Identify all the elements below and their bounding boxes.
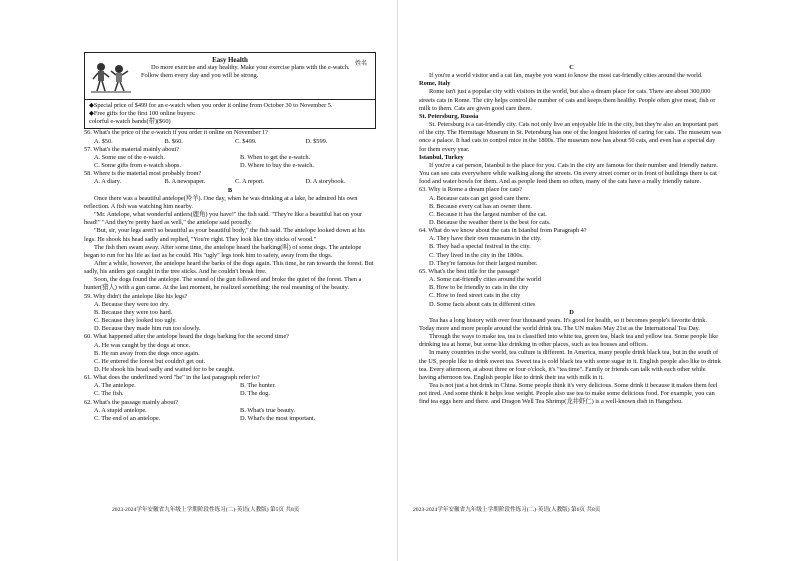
offer-box [84, 100, 376, 129]
left-column [84, 52, 376, 423]
option: B. The hunter. [240, 382, 276, 390]
section-heading: C [569, 64, 574, 71]
question-stem: 64. What do we know about the cats in Istanbul from Paragraph 4? [419, 227, 587, 235]
option: C. Some gifts from e-watch shops. [94, 162, 181, 170]
option: C. $499. [235, 137, 257, 145]
option: C. He entered the forest but couldn't get out. [94, 357, 206, 365]
question-stem: 58. Where is the material most probably from? [84, 170, 202, 178]
option: C. A report. [235, 178, 265, 186]
option: B. Because they were too hard. [94, 308, 173, 316]
option: A. Some cat-friendly cities around the world [429, 276, 541, 284]
option: D. Because they made him run too slowly. [94, 325, 201, 333]
option: A. They have their own museums in the city. [429, 235, 542, 243]
offer-line: ◆Special price of $499 for an e-watch when you order it online from October 30 to November 5. [89, 102, 333, 109]
option: B. How to be friendly to cats in the city [429, 284, 529, 292]
intro-paragraph: If you're a world visitor and a cat fan, maybe you want to know the most cat-friendly cities around the world. [429, 72, 703, 80]
option: D. Because the weather there is the best for cats. [429, 218, 551, 226]
option: D. $599. [305, 137, 328, 145]
options-row [84, 162, 376, 170]
option: B. What's true beauty. [240, 406, 296, 414]
story-paragraph: "Mr. Antelope, what wonderful antlers(鹿角) you have!" the fish said. "They're like a beautiful hat on your head!" "And they're pretty hard as well," the antelope said proudly. [84, 211, 362, 227]
tea-paragraph: Through the ways to make tea, tea is classified into white tea, green tea, black tea and yellow tea. Some people like drinking tea at home, but some like drinking in other places, such as tea houses and offices. [419, 333, 718, 349]
city-paragraph: St. Petersburg is a cat-friendly city. Cats not only live an enjoyable life in the city, but they're also an important part of the city. The Hermitage Museum in St. Petersburg has one of the longest histories of caring for cats. The museum was once a palace. It had cats to control mice in the 1800s. The museum now has about 50 cats, and even has a special day for them every year. [419, 121, 722, 153]
question-stem: 60. What happened after the antelope heard the dogs barking for the second time? [84, 333, 289, 341]
option: D. Where to buy the e-watch. [240, 162, 314, 170]
option: B. A newspaper. [164, 178, 206, 186]
option: A. Because cats can get good care there. [429, 194, 531, 202]
city-paragraph: If you're a cat person, Istanbul is the place for you. Cats in the city are famous for their number and friendly nature. You can see cats everywhere while walking along the streets. On every street corner or in front of buildings there is cat food and water bowls for them. And as people feed them so often, many of the cats have a really friendly nature. [419, 161, 718, 186]
city-heading: Istanbul, Turkey [419, 153, 464, 161]
option: C. Because they looked too ugly. [94, 317, 177, 325]
page-footer: 2023-2024学年安徽省九年级上学期阶段性练习(二)·英语(人教版) 第6页 共8页 [413, 507, 601, 513]
tea-paragraph: In many countries in the world, tea culture is different. In America, many people drink black tea, but in the south of the US, people like to drink sweet tea. Sweet tea is cold black tea with some sugar in it. English people also like to drink tea. Every afternoon, at about three or four o'clock, it's "tea time". Family or friends can talk with each other while having afternoon tea. English people like to drink their tea with milk in it. [419, 349, 721, 381]
option: D. He shook his head sadly and waited for to be caught. [94, 366, 235, 373]
option: A. A stupid antelope. [94, 406, 147, 414]
option: B. They had a special festival in the city. [429, 243, 531, 251]
offer-line: colorful e-watch bands(带)($60) [89, 118, 171, 126]
option: C. They lived in the city in the 1800s. [429, 251, 524, 259]
option: A. $50. [94, 137, 113, 145]
option: C. How to feed street cats in the city [429, 292, 521, 300]
name-label: 姓名 [354, 61, 367, 67]
option: D. The dog. [240, 390, 270, 398]
option: B. $60. [164, 137, 183, 145]
option: C. The fish. [94, 390, 124, 398]
options-row [84, 407, 376, 415]
option: D. They're famous for their largest number. [429, 259, 538, 267]
offer-line: ◆Free gifts for the first 100 online buyers: [89, 110, 196, 118]
city-paragraph: Rome isn't just a popular city with visitors in the world, but also a dream place for cats. There are about 300,000 streets cats in Rome. The city helps control the number of cats and keeps them healthy. People often give meat, fish or milk to them. Cats are given good care there. [419, 88, 716, 112]
option: A. A diary. [94, 178, 122, 186]
question-stem: 65. What's the best title for the passage? [419, 267, 520, 275]
option: A. Some use of the e-watch. [94, 153, 165, 161]
question-stem: 57. What's the material mainly about? [84, 145, 180, 153]
section-heading: D [569, 308, 574, 316]
option: B. He ran away from the dogs once again. [94, 349, 200, 357]
story-paragraph: "But, sir, your legs aren't so beautiful as your beautiful body," the fish said. The antelope looked down at his legs. He shook his head sadly and replied, "You're right. They look like tiny sticks of wood." [84, 227, 365, 243]
story-paragraph: After a while, however, the antelope heard the barks of the dogs again. This time, he ran towards the forest. But sadly, his antlers got caught in the tree sticks. And he couldn't break free. [84, 259, 374, 276]
story-paragraph: Once there was a beautiful antelope(羚羊). One day, when he was drinking at a lake, he admired his own reflection. A fish was watching him nearby. [84, 194, 358, 210]
right-column [419, 64, 724, 407]
easy-health-ad [84, 52, 376, 100]
option: C. The end of an antelope. [94, 414, 161, 422]
tea-paragraph: Tea has a long history with over four thousand years. It's good for health, so it becomes people's favorite drink. Today more and more people around the world drink tea. The UN makes May 21st as the International Tea Day. [419, 316, 707, 332]
options-row [84, 382, 376, 390]
options-row [84, 415, 376, 423]
question-stem: 56. What's the price of the e-watch if you order it online on November 1? [84, 129, 268, 137]
city-heading: St. Petersburg, Russia [419, 112, 479, 120]
option: A. The antelope. [94, 382, 136, 390]
ad-title: Easy Health [212, 56, 248, 64]
options-row [84, 390, 376, 398]
right-page [397, 0, 794, 561]
options-row [84, 178, 376, 186]
question-stem: 59. Why didn't the antelope like his legs? [84, 292, 188, 300]
question-stem: 61. What does the underlined word "he" in the last paragraph refer to? [84, 374, 260, 382]
exercise-illustration [91, 59, 131, 95]
option: C. Because it has the largest number of the cat. [429, 210, 547, 218]
question-stem: 63. Why is Rome a dream place for cats? [419, 186, 523, 194]
ad-text: Do more exercise and stay healthy. Make your exercise plans with the e-watch. Follow them every day and you will be strong. [141, 64, 350, 80]
story-paragraph: Soon, the dogs found the antelope. The sound of the gun followed and broke the quiet of the forest. Then a hunter(猎人) with a gun came. At the last moment, he realized something: the real meaning of the beauty. [84, 276, 362, 292]
options-row [84, 138, 376, 146]
question-stem: 62. What's the passage mainly about? [84, 398, 179, 406]
city-heading: Rome, Italy [419, 80, 451, 88]
option: D. What's the most important. [240, 414, 316, 422]
option: A. Because they were too dry. [94, 300, 170, 308]
section-heading: B [227, 186, 233, 194]
tea-paragraph: Tea is not just a hot drink in China. Some people think it's very delicious. Some drink it because it makes them feel not tired. And some think it helps lose weight. People also use tea to make some delicious food. For example, you can find tea eggs here and there. and Dragon Well Tea Shrimp(龙井虾仁) is a well-known dish in Hangzhou. [419, 382, 718, 406]
page-footer: 2023-2024学年安徽省九年级上学期阶段性练习(二)·英语(人教版) 第5页 共8页 [112, 507, 300, 513]
option: B. Because every cat has an owner there. [429, 202, 532, 210]
option: D. A storybook. [305, 178, 346, 186]
story-paragraph: The fish then swam away. After some time, the antelope heard the barking(叫) of some dogs. The antelope began to run for his life as fast as he could. His "ugly" legs took him to safety, away from the dogs. [84, 243, 362, 259]
option: A. He was caught by the dogs at once. [94, 341, 191, 349]
option: D. Some facts about cats in different cities [429, 300, 536, 308]
option: B. When to get the e-watch. [240, 153, 311, 161]
options-row [84, 154, 376, 162]
